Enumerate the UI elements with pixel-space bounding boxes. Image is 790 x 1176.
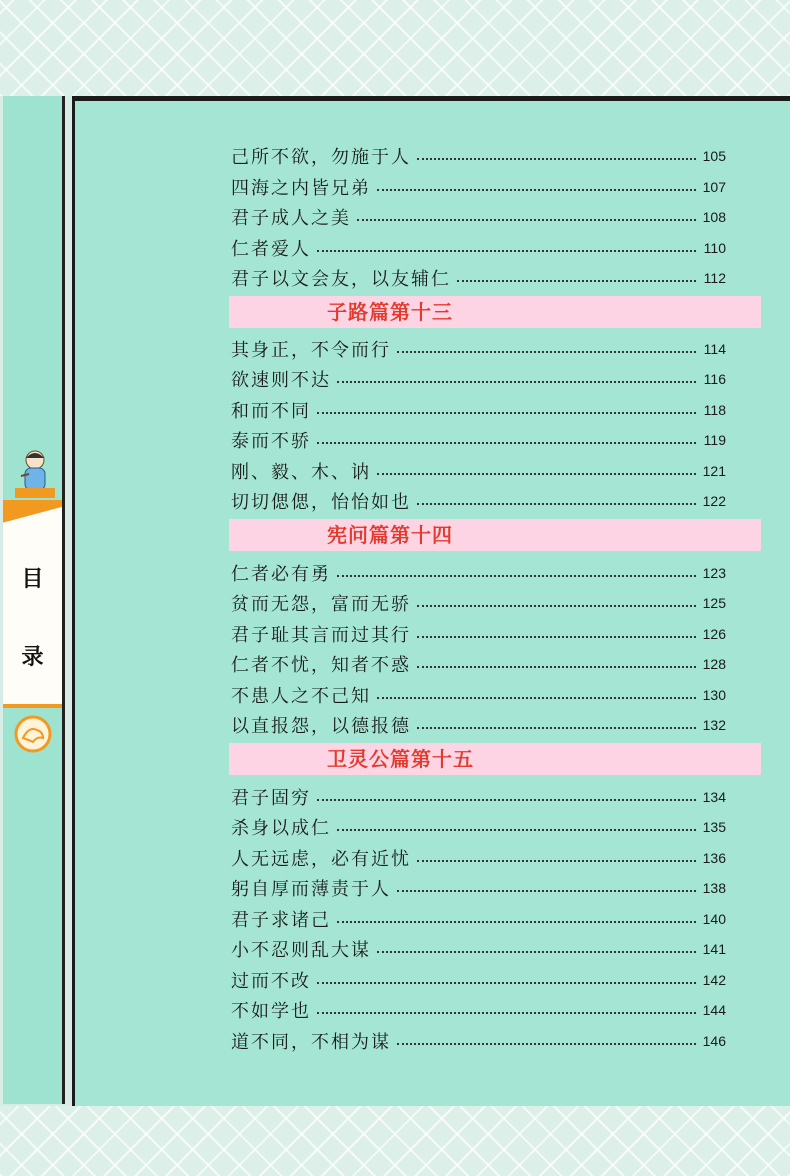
toc-entry-title: 君子以文会友，以友辅仁 (231, 269, 451, 290)
toc-entry-page: 140 (702, 911, 726, 927)
toc-entry-page: 128 (702, 656, 726, 672)
section-header[interactable] (229, 296, 761, 328)
toc-entry[interactable] (231, 204, 726, 230)
toc-entry[interactable] (231, 712, 726, 738)
dot-leader (377, 951, 696, 953)
dot-leader (417, 636, 696, 638)
toc-entry-title: 君子耻其言而过其行 (231, 625, 411, 646)
sidebar-tab-panel (3, 96, 65, 1104)
toc-entry-page: 114 (703, 341, 726, 357)
toc-entry-title: 过而不改 (231, 971, 311, 992)
dot-leader (317, 799, 696, 801)
dot-leader (417, 605, 696, 607)
toc-entry-page: 110 (703, 240, 726, 256)
toc-entry-page: 135 (702, 819, 726, 835)
toc-entry-title: 和而不同 (231, 401, 311, 422)
tab-corner-decoration (3, 500, 62, 534)
dot-leader (337, 381, 696, 383)
toc-entry-page: 112 (703, 270, 726, 286)
toc-entry-page: 125 (702, 595, 726, 611)
toc-entry-title: 不患人之不己知 (231, 686, 371, 707)
dot-leader (337, 921, 696, 923)
dot-leader (357, 219, 696, 221)
bird-emblem-icon (13, 714, 53, 754)
toc-entry-title: 仁者不忧，知者不惑 (231, 655, 411, 676)
dot-leader (417, 666, 696, 668)
toc-entry[interactable] (231, 488, 726, 514)
dot-leader (397, 351, 696, 353)
dot-leader (417, 727, 696, 729)
dot-leader (417, 158, 696, 160)
toc-entry-page: 123 (702, 565, 726, 581)
toc-entry-page: 107 (702, 179, 726, 195)
toc-entry[interactable] (231, 845, 726, 871)
toc-entry[interactable] (231, 1028, 726, 1054)
toc-entry-title: 躬自厚而薄责于人 (231, 879, 391, 900)
toc-entry[interactable] (231, 336, 726, 362)
toc-entry-page: 144 (702, 1002, 726, 1018)
toc-entry-title: 欲速则不达 (231, 370, 331, 391)
dot-leader (317, 982, 696, 984)
toc-entry-title: 道不同，不相为谋 (231, 1032, 391, 1053)
toc-entry-page: 108 (702, 209, 726, 225)
tab-char-mu: 目 (21, 567, 44, 592)
dot-leader (377, 697, 696, 699)
toc-entry[interactable] (231, 143, 726, 169)
dot-leader (337, 575, 696, 577)
dot-leader (317, 1012, 696, 1014)
toc-entry-page: 122 (702, 493, 726, 509)
toc-entry-title: 切切偲偲，怡怡如也 (231, 492, 411, 513)
decorative-border-top (0, 0, 790, 96)
toc-entry[interactable] (231, 235, 726, 261)
toc-entry[interactable] (231, 784, 726, 810)
toc-entry-title: 泰而不骄 (231, 431, 311, 452)
dot-leader (317, 250, 696, 252)
toc-entry[interactable] (231, 621, 726, 647)
toc-entry[interactable] (231, 814, 726, 840)
toc-entry-page: 132 (702, 717, 726, 733)
dot-leader (337, 829, 696, 831)
toc-entry-title: 君子求诸己 (231, 910, 331, 931)
dot-leader (317, 412, 696, 414)
toc-entry-title: 仁者爱人 (231, 239, 311, 260)
toc-entry[interactable] (231, 458, 726, 484)
tab-char-lu: 录 (21, 645, 44, 670)
dot-leader (457, 280, 696, 282)
dot-leader (317, 442, 696, 444)
toc-entry-title: 仁者必有勇 (231, 564, 331, 585)
toc-entry[interactable] (231, 682, 726, 708)
dot-leader (377, 473, 696, 475)
toc-entry[interactable] (231, 997, 726, 1023)
toc-entry-title: 杀身以成仁 (231, 818, 331, 839)
toc-entry-title: 以直报怨，以德报德 (231, 716, 411, 737)
section-header[interactable] (229, 519, 761, 551)
toc-entry[interactable] (231, 590, 726, 616)
toc-entry-title: 四海之内皆兄弟 (231, 178, 371, 199)
toc-entry[interactable] (231, 875, 726, 901)
toc-entry-title: 小不忍则乱大谋 (231, 940, 371, 961)
section-title: 卫灵公篇第十五 (327, 747, 474, 771)
dot-leader (377, 189, 696, 191)
section-title: 宪问篇第十四 (327, 523, 453, 547)
toc-entry-page: 142 (702, 972, 726, 988)
toc-entry-page: 126 (702, 626, 726, 642)
toc-entry[interactable] (231, 967, 726, 993)
toc-entry-page: 121 (702, 463, 726, 479)
toc-entry-title: 君子成人之美 (231, 208, 351, 229)
toc-entry-page: 119 (703, 432, 726, 448)
toc-entry-page: 105 (702, 148, 726, 164)
toc-entry-title: 刚、毅、木、讷 (231, 462, 371, 483)
toc-entry-page: 118 (703, 402, 726, 418)
toc-entry[interactable] (231, 265, 726, 291)
dot-leader (417, 503, 696, 505)
toc-entry[interactable] (231, 366, 726, 392)
section-header[interactable] (229, 743, 761, 775)
child-illustration-icon (15, 448, 55, 498)
toc-entry-title: 不如学也 (231, 1001, 311, 1022)
toc-entry-title: 其身正，不令而行 (231, 340, 391, 361)
toc-entry-page: 134 (702, 789, 726, 805)
dot-leader (397, 890, 696, 892)
toc-entry-page: 116 (703, 371, 726, 387)
toc-entry[interactable] (231, 651, 726, 677)
toc-entry[interactable] (231, 560, 726, 586)
toc-entry-page: 146 (702, 1033, 726, 1049)
toc-entry-page: 138 (702, 880, 726, 896)
decorative-border-bottom (0, 1106, 790, 1176)
toc-entry[interactable] (231, 174, 726, 200)
toc-entry-title: 人无远虑，必有近忧 (231, 849, 411, 870)
dot-leader (397, 1043, 696, 1045)
toc-entry-page: 141 (702, 941, 726, 957)
toc-entry[interactable] (231, 906, 726, 932)
toc-entry[interactable] (231, 427, 726, 453)
toc-entry-title: 君子固穷 (231, 788, 311, 809)
toc-entry-page: 136 (702, 850, 726, 866)
toc-entry-title: 贫而无怨，富而无骄 (231, 594, 411, 615)
toc-entry[interactable] (231, 936, 726, 962)
toc-entry-title: 己所不欲，勿施于人 (231, 147, 411, 168)
dot-leader (417, 860, 696, 862)
section-title: 子路篇第十三 (327, 300, 453, 324)
toc-entry[interactable] (231, 397, 726, 423)
toc-entry-page: 130 (702, 687, 726, 703)
